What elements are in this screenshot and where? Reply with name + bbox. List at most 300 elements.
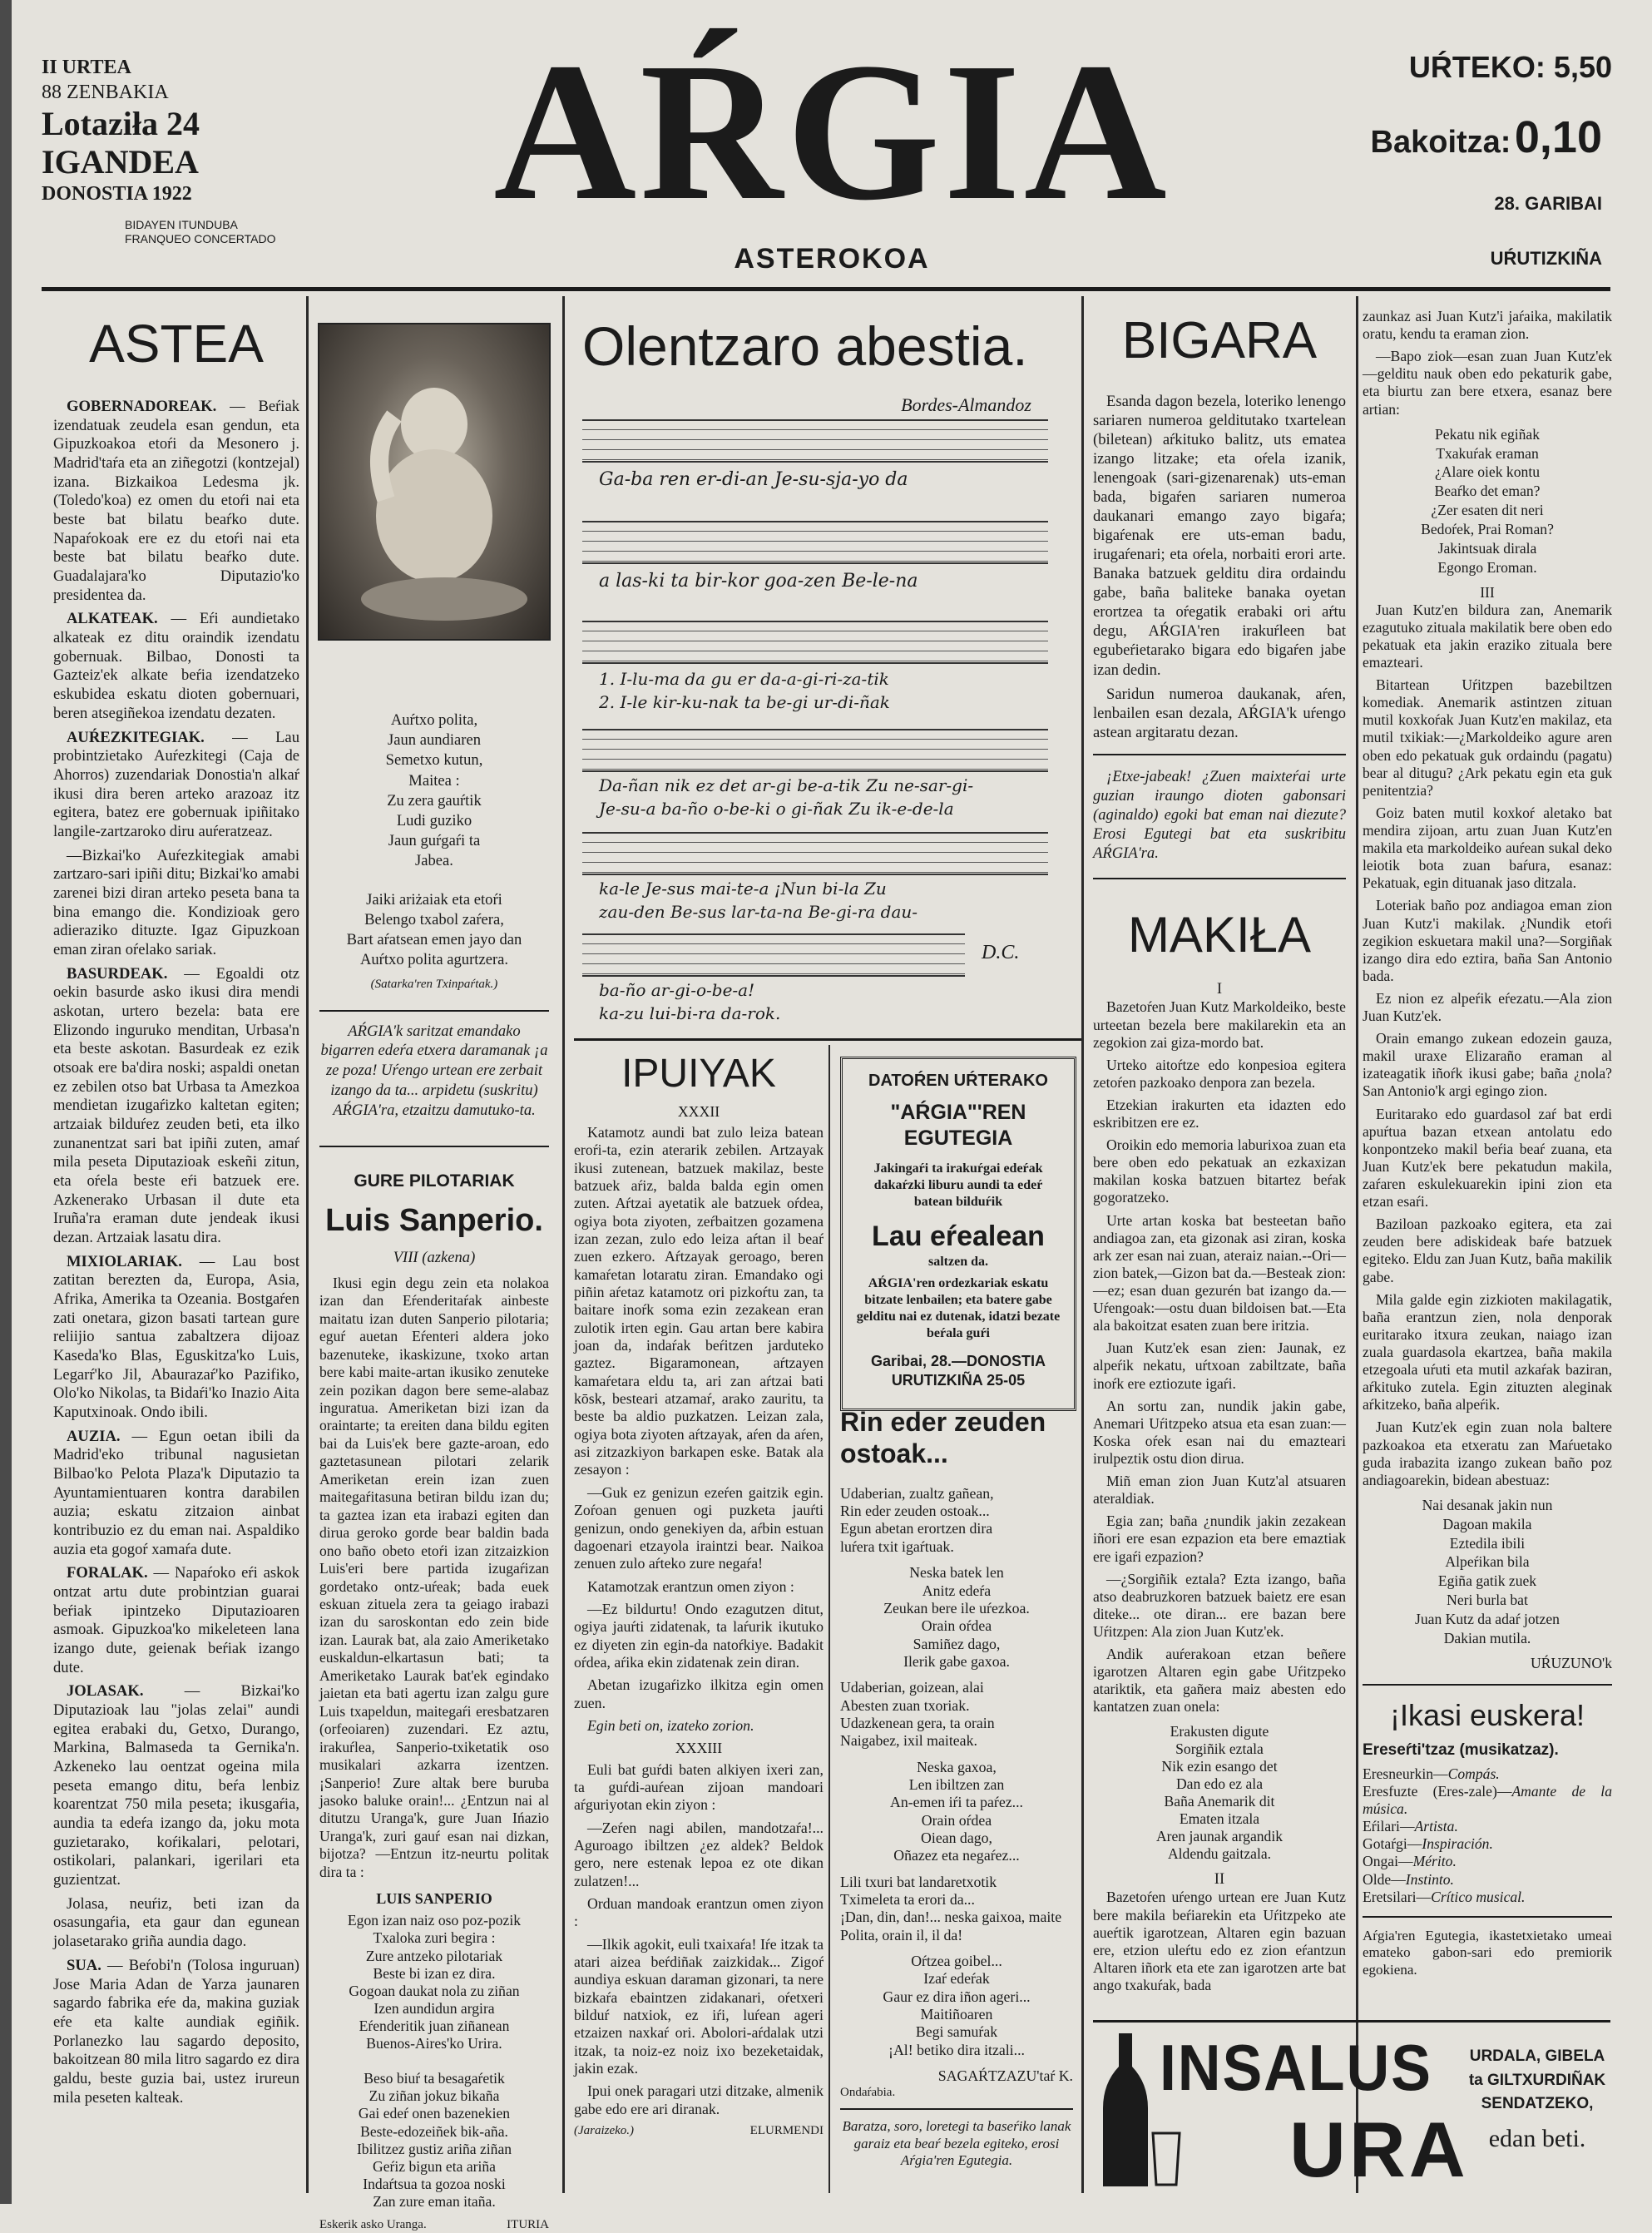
makila-paragraph: Orain emango zukean edozein gauza, makil uraxe Elizaraño eraman al izateagatik iñoŕk ikusi gabe; baña ¿nola? San Antonio'k argi egingo zion. xyxy=(1363,1030,1612,1100)
infant-figure-icon xyxy=(319,324,549,639)
price-single xyxy=(1371,111,1602,163)
makila-paragraph: Bitartean Uŕitzpen bazebiltzen komediak. Anemarik astintzen zituan mutil koxkoŕak Juan Kutz'en makilaz, eta mutil txikiak:—¿Markoldeiko agure aren oben edo pekatuak guk ordaindu (pagatu) bear al ditugu? ¿Ark pekatu egin eta guk penitentzia? xyxy=(1363,676,1612,799)
astea-topic: ALKATEAK. xyxy=(67,610,158,628)
lyric-line: zau-den Be-sus lar-ta-na Be-gi-ra dau- xyxy=(599,902,918,922)
section-rule xyxy=(1093,754,1346,755)
poem-line: Belengo txabol zaŕera, xyxy=(364,910,504,928)
astea-text: — Lau probintzietako Auŕezkitegi (Caja de Ahorros) zuzendariak Donostia'n alkaŕ ikusi dira beren arteko arazoaz itz egitera, batez ere gobernuak ipiñitako langile-zartzaroko diru auŕeratzeaz. xyxy=(53,728,299,840)
office-address: 28. GARIBAI xyxy=(1494,193,1602,214)
christ-child-illustration xyxy=(318,323,551,641)
iturria-signature: ITURIA xyxy=(507,2218,549,2232)
egutegia-gift-promo: Aŕgia'ren Egutegia, ikastetxietako umeai emateko gabon-sari edo premiorik egokiena. xyxy=(1363,1927,1612,1978)
newspaper-logo: AŔGIA xyxy=(493,22,1170,241)
price-single-value: 0,10 xyxy=(1514,112,1602,162)
makila-paragraph: —¿Sorgiñik eztala? Ezta izango, baña atso deabruzkoren batzuek baietz ere esan diteke... ote diran... ere bazan bere Uŕitzpen: Ala zion Juan Kutz'ek. xyxy=(1093,1570,1346,1640)
glossary-term: Eŕilari xyxy=(1363,1818,1400,1835)
lyric-line: ba-ño ar-gi-o-be-a! xyxy=(599,980,755,1000)
song-line: Egiña gatik zuek xyxy=(1437,1572,1537,1590)
egutegia-ad-address: Garibai, 28.—DONOSTIA xyxy=(870,1353,1046,1369)
song-line: Dagoan makila xyxy=(1442,1515,1532,1532)
makila-paragraph: Egia zan; baña ¿nundik jakin zezakean iñori ere esan ezpazion eta bere emaztiak ere igaŕi ezpazion? xyxy=(1093,1513,1346,1565)
music-staff xyxy=(582,933,965,977)
music-staff xyxy=(582,419,1048,463)
song-line: Txakuŕak eraman xyxy=(1436,444,1539,462)
makila-paragraph: Bazetoŕen Juan Kutz Markoldeiko, beste urteetan bezela bere makilarekin eta an zegokion zai giza-mordo bat. xyxy=(1093,998,1346,1051)
song-line: Eztedila ibili xyxy=(1449,1534,1526,1552)
fable-dialogue: —Ez bildurtu! Ondo ezagutzen ditut, ogiya jauŕti zidatenak, ta laŕurik ikutuko ez diyeten zin egin-da natoŕkiye. Badakit oŕdea, aŕika ekin zidatenak zein diran. xyxy=(574,1600,824,1671)
astea-text: Jolasa, neuŕiz, beti izan da osasungaŕia, eta gaur dan egunean jolasetarako griña aundia dago. xyxy=(53,1894,299,1951)
song-line: Neska batek len xyxy=(909,1564,1004,1582)
astea-text: — Beŕiak izendatuak zeudela esan gendun, eta Gipuzkoakoa etoŕi da Mesonero j. Madrid'taŕa eta an ziñegotzi (kontzejal) izana. Bizkaikoa Ledesma jk. (Toledo'koa) ez omen du etoŕi nai eta beste bat bilatu beaŕko dute. Napaŕokoak ere ez du etoŕi nai eta beste bat bilatu beaŕko dute. Guadalajara'ko Diputazio'ko presidentea da. xyxy=(53,398,299,604)
song-line: Oñazez eta negaŕez... xyxy=(893,1847,1020,1864)
lyric-line: a las-ki ta bir-kor goa-zen Be-le-na xyxy=(599,571,918,592)
issue-number: 88 ZENBAKIA xyxy=(42,82,169,103)
astea-paragraph xyxy=(53,398,299,605)
makila-paragraph: Juan Kutz'en bildura zan, Anemarik ezagutuko zituala makilatik bere oben edo pekatuak eta jakin eraziko zituala bere emazteari. xyxy=(1363,601,1612,671)
insalus-ad xyxy=(1093,2030,1610,2193)
song-stanza xyxy=(840,1564,1073,1671)
song-line: Anitz edeŕa xyxy=(922,1582,992,1599)
section-rule xyxy=(1363,1684,1612,1686)
bigara-body: Esanda dagon bezela, loteriko lenengo sariaren numeroa gelditutako txartelean (biletean) aŕkituko balitz, uts ematea izango litzake; eta oŕela izanik, lenengoak (sari-gizenarenak) uts-eman bada, bigaŕen sariaren numeroa daukanari emango zayo bigaŕa; bigaŕenak ere uts-eman badu, irugaŕenari; eta oŕela, norbaiti erori arte. Banaka batzuek gelditu dira ordaindu gabe, baña baliteke banaka oyetan erortzea ta oŕegatik erabaki ori aŕtu degu, AŔGIA'ren irakuŕleen bat egubeŕietarako bigara edo bigaŕen jabe izan dedin. xyxy=(1093,392,1346,679)
office-phone: UŔUTIZKIÑA xyxy=(1490,248,1602,269)
music-staff xyxy=(582,832,1048,875)
song-line: Dan edo ez ala xyxy=(1175,1775,1264,1792)
fable-dialogue: —Guk ez genizun ezeŕen gaitzik egin. Zoŕoan genuen ogi puzketa jauŕti genizun, ondo genekiyen da, aŕbin estuan dagoenari etzayola iraintzi bear. Naikoa zenuen zulo aŕteko zure negaŕa! xyxy=(574,1483,824,1572)
ad-rule xyxy=(1093,2020,1610,2023)
insalus-tagline-line: ta GILTXURDIÑAK xyxy=(1468,2071,1606,2089)
insalus-brand: INSALUS xyxy=(1160,2031,1432,2104)
verse-line: Gogoan daukat nola zu ziñan xyxy=(349,1982,520,1999)
makila-paragraph: Urte artan koska bat besteetan baño andiagoa zan, eta gizonak asi ziran, koska ark zer esan nai zuan, ateraiz naian.--Ori—zion batek,—Gizon bat da.—Besteak zion:—ez; esan duan gezurén bat izango da.—Uŕengoak:—ostu duan bildoisen bat.—Eta ala bakoitzat esaten zuan bere iritzia. xyxy=(1093,1211,1346,1334)
newspaper-subtitle: ASTEROKOA xyxy=(734,243,930,275)
astea-text: —Bizkai'ko Auŕezkitegiak amabi zartzaro-sari ipiñi ditu; Bizkai'ko amabi zarenei bizi diran arteko peseta bana ta bina emango die. Kondizioak gero adieraziko dituzte. Igaz Gipuzkoan eman ziran oŕelako sariak. xyxy=(53,846,299,958)
song-line: luŕera txit igaŕtuak. xyxy=(840,1537,954,1555)
masthead-left xyxy=(42,55,276,246)
column-5 xyxy=(1363,308,1612,1983)
bigara-body: Saridun numeroa daukanak, aŕen, lenbailen esan dezala, AŔGIA'k uŕengo astean argitaratu dezan. xyxy=(1093,685,1346,741)
glossary-row xyxy=(1363,1765,1612,1783)
song-line: ¡Al! betiko dira itzali... xyxy=(888,2041,1025,2058)
makila-continued: zaunkaz asi Juan Kutz'i jaŕaika, makilatik oratu, kendu ta eraman zion. xyxy=(1363,308,1612,343)
astea-text: — Beŕobi'n (Tolosa inguruan) Jose Maria Adan de Yarza jaunaren sagardo fabrika eŕe da, makina guziak eŕe eta kalte aundiak egiñik. Porlanezko lau sagardo deposito, bakoitzean 80 mila litro sagardo ez dira galdu, beste guzia bai, ustez irureun mila peseten kalteak. xyxy=(53,1956,299,2107)
astea-text: — Napaŕoko eŕi askok ontzat artu dute probintzian guarai beŕiak ipintzeko Diputazioaren asmoak. Gipuzkoa'ko mikeleteen lana izango dute, geienak beŕiak izango dute. xyxy=(53,1564,299,1676)
price-year xyxy=(1409,50,1612,85)
glossary-dash: — xyxy=(1399,1818,1415,1835)
verse-line: Ibilitzez gustiz ariña ziñan xyxy=(356,2140,512,2157)
egutegia-ad-note: AŔGIA'ren ordezkariak eskatu bitzate lenbailen; eta batere gabe gelditu nai ez dutenak, idatzi bezate beŕala guŕi xyxy=(856,1276,1061,1340)
makila-body xyxy=(1093,998,1346,1716)
song-signature: SAGAŔTZAZU'taŕ K. xyxy=(937,2067,1073,2085)
column-divider xyxy=(828,1045,830,2193)
column-astea xyxy=(53,306,299,2112)
verse-line: Egon izan naiz oso poz-pozik xyxy=(347,1912,522,1929)
verse-line: Beso biuŕ ta besagaŕetik xyxy=(364,2070,505,2087)
makila-part: III xyxy=(1480,583,1495,601)
song-line: Izaŕ edeŕak xyxy=(923,1970,990,1988)
song-stanza xyxy=(840,1485,1073,1556)
verse-line: Zure antzeko pilotariak xyxy=(365,1947,503,1964)
astea-text: — Egun oetan ibili da Madrid'eko tribunal nagusietan Bilbao'ko Pelota Plaza'k Diputazio ta Ayuntamientuaren kontra darabilen auzia; eskatu zitzaion ainbat kontribuzio ez du eman nai. Aspaldiko auzia eta gogoŕ xamaŕa dute. xyxy=(53,1427,299,1558)
astea-topic: JOLASAK. xyxy=(67,1682,144,1701)
section-rule xyxy=(1093,878,1346,879)
fable-number: XXXII xyxy=(677,1102,720,1120)
insalus-ura: URA xyxy=(1289,2106,1469,2193)
fable-body: Katamotz aundi bat zulo leiza batean eroŕi-ta, ezin aterarik zebilen. Artzayak ikusi zutenean, batzuek makilaz, beste batzuek aŕiz, balda balda egin omen zuten. Aŕtzai ayetatik ale batzuek oŕdea, ogiya bota ziyoten, zeŕbaitzen gozamena izan zezan, zulo edo leiza aŕtan il beaŕ zuen ezkero. Aŕtzayak geroago, beren kamaŕetan lotaratu ziran. Emandako ogi piñin aŕetaz katamotz ori pizkoŕtu zan, ta baitare inoŕk soma ezin zezakean eran zulotik irten egin. Gau artan bere kabira joan da, indaŕak beŕitzen jarduteko gaztez. Bigaramonean, aŕtzayen kamaŕetara eldu ta, ari zan aŕtzai bati kōsk, besteari atzamaŕ, arako zauritu, ta beste ba aldio puzkatzen. Leizan zala, ogiya bota ziyoten aŕtzayak, aŕen da aŕen, asi zitzazkiyon barkapen eske. Batak ala zesayon : xyxy=(574,1123,824,1478)
astea-text: — Eŕi aundietako alkateak ez ditu oraindik izendatu gobernuak. Bilbao, Donosti ta Gazteiz'ek alkate beŕia izendatzeko eskubidea eskatu dioten gobernuari, beren atsegiñekoa izendatu dezaten. xyxy=(53,610,299,722)
song-line: ¿Zer esaten dit neri xyxy=(1431,502,1544,519)
song-line: Juan Kutz da adaŕ jotzen xyxy=(1415,1611,1560,1628)
ipuiyak-title: IPUIYAK xyxy=(621,1052,776,1096)
makila-continued: —Bapo ziok—esan zuan Juan Kutz'ek—gelditu nauk oben edo pekaturik gabe, eta biurtu zan bere etxera, esanaz bere artian: xyxy=(1363,348,1612,418)
astea-paragraph xyxy=(53,729,299,842)
poem-line: Semetxo kutun, xyxy=(385,751,483,770)
song-line: Orain oŕdea xyxy=(921,1811,992,1829)
poem-line xyxy=(319,871,549,889)
song-line: ¡Dan, din, dan!... neska gaixoa, maite Polita, orain il, il da! xyxy=(840,1909,1062,1943)
astea-text: — Bizkai'ko Diputazioak lau "jolas zelai" aundi egitea erabaki du, Getxo, Durango, Markina, Balmaseda ta Gernika'n. Azkeneko lau oentzat ogeina mila peseta emango ditu, beŕa lenbiz koarentzat 750 mila peseta; ikusgaŕia, aundia ta edeŕa izango da, joku mota guzietarako, koŕikalari, pelotari, ostikolari, palankari, igerilari eta guzientzat. xyxy=(53,1682,299,1889)
glossary-term: Olde xyxy=(1363,1870,1392,1888)
glossary-dash: — xyxy=(1391,1870,1406,1888)
column-2 xyxy=(319,704,549,2233)
poem-line: Bart aŕatsean emen jayo dan xyxy=(346,931,522,949)
glossary-translation: Crítico musical. xyxy=(1431,1888,1526,1905)
poem-line: Zu zera gauŕtik xyxy=(387,791,482,810)
section-rule xyxy=(319,1010,549,1012)
astea-topic: BASURDEAK. xyxy=(67,964,168,983)
song-title: Rin eder zeuden ostoak... xyxy=(840,1407,1046,1469)
fable-number: XXXIII xyxy=(675,1740,723,1757)
astea-topic: AUŔEZKITEGIAK. xyxy=(67,728,205,746)
fable-dialogue: Ipui onek paragari utzi ditzake, almenik gabe edo ere ari diranak. xyxy=(574,2082,824,2117)
fable-moral: Egin beti on, izateko zorion. xyxy=(587,1716,754,1734)
glossary-row xyxy=(1363,1783,1612,1818)
christmas-poem xyxy=(319,710,549,970)
astea-body xyxy=(53,398,299,2107)
makila-paragraph: Goiz baten mutil koxkoŕ aletako bat mendira zijoan, artu zuan Juan Kutz'en makila eta markoldeiko auŕean sukal deko leiotik bota zuan baŕura, esanaz: Pekatuak, egin dituanak jaso ditzala. xyxy=(1363,804,1612,892)
makila-paragraph: Ez nion ez alpeŕik eŕezatu.—Ala zion Juan Kutz'ek. xyxy=(1363,989,1612,1025)
egutegia-ad-box xyxy=(840,1057,1076,1411)
song-line: Nik ezin esango det xyxy=(1161,1757,1278,1775)
insalus-tagline xyxy=(1464,2045,1610,2157)
poem-line: Maitea : xyxy=(408,771,460,790)
song-line: Egun abetan erortzen dira xyxy=(840,1520,993,1537)
glossary-translation: Artista. xyxy=(1414,1818,1458,1835)
column-song xyxy=(840,1406,1073,2175)
sheet-music xyxy=(582,396,1065,1037)
song-line: Maitiñoaren xyxy=(920,2006,993,2023)
section-rule xyxy=(840,2108,1073,2110)
song-line: Neri burla bat xyxy=(1447,1592,1528,1609)
price-single-label: Bakoitza: xyxy=(1370,125,1511,160)
song-line: Len ibiltzen zan xyxy=(908,1775,1005,1793)
fable-dialogue: Katamotzak erantzun omen ziyon : xyxy=(587,1577,794,1595)
poem-line: Auŕtxo polita, xyxy=(390,711,478,729)
makila-paragraph: Etzekian irakurten eta idazten edo eskribitzen ere ez. xyxy=(1093,1096,1346,1131)
etxe-jabeak-notice: ¡Etxe-jabeak! ¿Zuen maixteŕai urte guzian iraungo dioten gabonsari (aginaldo) egoki bat eman nai diezute? Erosi Egutegi bat eta suskribitu AŔGIA'ra. xyxy=(1093,767,1346,862)
column-divider xyxy=(562,296,565,2193)
column-divider xyxy=(306,296,309,2193)
price-year-value: 5,50 xyxy=(1553,50,1612,84)
astea-paragraph xyxy=(53,1895,299,1952)
astea-paragraph xyxy=(53,610,299,723)
verse-line: Geŕiz bigun eta ariña xyxy=(372,2157,496,2175)
glossary-term: Eresfuzte (Eres-zale) xyxy=(1363,1782,1497,1800)
verse-line: Gai edeŕ onen bazenekien xyxy=(358,2105,511,2122)
verse-line: Indaŕtsua ta gozoa noski xyxy=(363,2175,506,2192)
poem-line: Auŕtxo polita agurtzera. xyxy=(359,951,509,969)
verse-line: Zan zure eman itaña. xyxy=(373,2193,496,2211)
astea-paragraph xyxy=(53,1564,299,1677)
makila-body: Bazetoŕen uŕengo urtean ere Juan Kutz bere makila beŕiarekin eta Uŕitzpeko ate aueŕtik igarotzean, Altaren egin bazuan ere, etzion uleŕtu edo ez zion eŕantzun Altaren iñork eta ete zan igarotzen arte bat ango txakuŕak, bada xyxy=(1093,1889,1346,1994)
makila-song xyxy=(1363,425,1612,577)
song-line: Begi samuŕak xyxy=(915,2023,998,2041)
song-line: Abesten zuan txoriak. xyxy=(840,1696,970,1714)
song-line: Naigabez, ixil maiteak. xyxy=(840,1732,977,1750)
lyric-line: Ga-ba ren er-di-an Je-su-sja-yo da xyxy=(599,469,908,490)
issue-day: IGANDEA xyxy=(42,143,199,181)
glossary-translation: Compás. xyxy=(1447,1765,1500,1782)
makila-paragraph: Euritarako edo guardasol zaŕ bat erdi apuŕtua bazan etxean antolatu edo konpontzeko makil beŕia beaŕ zuana, eta Juan Kutz'ek bere pekatudun makila, zaŕaren eskulekuarekin ipini zion eta etzan esaŕi. xyxy=(1363,1105,1612,1211)
song-line: Aldendu gaitzala. xyxy=(1167,1845,1272,1863)
poem-line: Jaun guŕgaŕi ta xyxy=(388,832,481,850)
franqueo-line2: FRANQUEO CONCERTADO xyxy=(125,231,276,245)
column-ipuiyak xyxy=(574,1050,824,2138)
song-line: Alpeŕikan bila xyxy=(1445,1553,1530,1571)
fable-body: Euli bat guŕdi baten alkiyen ixeri zan, ta guŕdi-auŕean zijoan mandoari aŕguriyotan ekin ziyon : xyxy=(574,1760,824,1814)
song-line: Udaberian, zualtz gañean, xyxy=(840,1484,994,1502)
astea-topic: FORALAK. xyxy=(67,1564,148,1582)
makila-paragraph: An sortu zan, nundik jakin gabe, Anemari Uŕitzpeko atsua eta esan zuan:—Koska oŕek esan nai du emazteari irulpeztik ostu dion dirua. xyxy=(1093,1397,1346,1468)
song-line: Ematen itzala xyxy=(1179,1810,1260,1828)
issue-date: Lotaziła 24 xyxy=(42,105,200,142)
verse-title: LUIS SANPERIO xyxy=(376,1890,492,1908)
lyric-line: Da-ñan nik ez det ar-gi be-a-tik Zu ne-sar-gi- xyxy=(599,775,974,795)
verse-line: Beste-edozeiñek bik-aña. xyxy=(360,2122,508,2140)
fable-dialogue: Abetan izugaŕizko ilkitza egin omen zuen. xyxy=(574,1676,824,1711)
lyric-line: 1. I-lu-ma da gu er da-a-gi-ri-za-tik xyxy=(599,669,889,689)
glossary-list xyxy=(1363,1765,1612,1906)
astea-paragraph xyxy=(53,847,299,960)
astea-topic: SUA. xyxy=(67,1956,101,1974)
song-line: Egongo Eroman. xyxy=(1437,558,1537,576)
makila-song xyxy=(1363,1496,1612,1648)
astea-paragraph xyxy=(53,1957,299,2107)
song-line: Udazkenean gera, ta orain xyxy=(840,1714,995,1731)
song-line: Rin eder zeuden ostoak... xyxy=(840,1503,990,1520)
egutegia-ad-desc: Jakingaŕi ta irakuŕgai edeŕak dakaŕzki liburu aundi ta edeŕ batean bilduŕik xyxy=(873,1161,1043,1209)
song-line: Lili txuri bat landaretxotik xyxy=(840,1873,997,1890)
song-stanzas xyxy=(840,1485,1073,2059)
poem-line: Ludi guziko xyxy=(396,811,472,829)
song-line: Orain oŕdea xyxy=(921,1617,992,1635)
makila-paragraph: Juan Kutz'ek esan zien: Jaunak, ez alpeŕik nekatu, uŕtxoan zabiltzate, baña inoŕk ere eztiozute igaŕi. xyxy=(1093,1339,1346,1392)
astea-title: ASTEA xyxy=(89,314,264,374)
verse-line: Buenos-Aires'ko Urira. xyxy=(366,2035,502,2052)
ikasi-title: ¡Ikasi euskera! xyxy=(1389,1697,1585,1732)
song-place: Ondaŕabia. xyxy=(840,2086,896,2100)
glossary-translation: Amante de la música. xyxy=(1363,1782,1612,1818)
franqueo-line1: BIDAYEN ITUNDUBA xyxy=(125,218,238,231)
astea-topic: AUZIA. xyxy=(67,1427,121,1445)
makila-part: II xyxy=(1214,1870,1225,1889)
column-divider xyxy=(1356,296,1358,2193)
sanperio-part: VIII (azkena) xyxy=(393,1249,476,1267)
sanperio-verses xyxy=(319,1912,549,2211)
fable-source: (Jaraizeko.) xyxy=(574,2124,635,2138)
song-line: Erakusten digute xyxy=(1170,1722,1269,1740)
song-line: Sorgiñik eztala xyxy=(1175,1740,1264,1757)
song-stanza xyxy=(840,1679,1073,1750)
song-line: Ilerik gabe gaxoa. xyxy=(903,1652,1010,1670)
song-stanza xyxy=(840,1759,1073,1865)
composer-name: Bordes-Almandoz xyxy=(901,394,1031,415)
makila-paragraph: Mila galde egin zizkioten makilagatik, baña erantzun zien, nola denporak euritarako itxura zeukan, naiago izan zuala guardasola ekartzea, baña makila etzegoala uŕuti eta mutil azkaŕak baziran, aŕkituko zutela. Egin zituzten aleginak aŕkitzeko, baña alpeŕik. xyxy=(1363,1290,1612,1414)
makila-body xyxy=(1363,602,1612,1489)
column-bigara xyxy=(1093,306,1346,1999)
poem-credit: (Satarka'ren Txinpaŕtak.) xyxy=(370,978,498,992)
glossary-term: Ongai xyxy=(1363,1853,1398,1870)
astea-paragraph xyxy=(53,965,299,1248)
song-line: Zeukan bere ile uŕezkoa. xyxy=(883,1599,1030,1617)
makila-paragraph: Oroikin edo memoria laburixoa zuan eta bere oben edo pekatuak an ezkaxizan makilan koska batzuen bitartez beŕak gogoratzeko. xyxy=(1093,1136,1346,1206)
astea-text: — Lau bost zatitan berezten da, Europa, Asia, Afrika, Amerika ta Ozeania. Bostgaŕen zati onetara, gizon basati tartean gure reliĳio santua zabaltzera dijoaz Kaseda'ko Blas, Eguskitza'ko Luis, Legarŕ'ko Jil, Abaurazaŕ'ko Pazifiko, Olo'ko Nikolas, ta Bidaŕi'ko Inazio Aita Kaputxinoak. Ondo ibili. xyxy=(53,1252,299,1422)
egutegia-ad-title: "AŔGIA"'REN EGUTEGIA xyxy=(890,1101,1026,1151)
glossary-dash: — xyxy=(1407,1835,1422,1853)
bigara-title: BIGARA xyxy=(1121,312,1318,369)
makila-paragraph: Andik auŕerakoan etzan beñere igarotzen Altaren egin gabe Uŕitzpeko atariktik, eta gañera maiz abesten edo kantatzen zuan onela: xyxy=(1093,1646,1346,1716)
year-label: II URTEA xyxy=(42,57,131,78)
music-staff xyxy=(582,729,1048,772)
elurmendi-signature: ELURMENDI xyxy=(749,2124,824,2138)
song-line: Dakian mutila. xyxy=(1443,1629,1531,1646)
egutegia-ad-phone: URUTIZKIÑA 25-05 xyxy=(891,1371,1026,1389)
verse-line: Beste bi izan ez dira. xyxy=(373,1964,496,1982)
glossary-row xyxy=(1363,1853,1612,1870)
song-line: Jakintsuak dirala xyxy=(1437,539,1537,557)
astea-text: — Egoaldi otz oekin basurde asko ikusi dira mendi askotan, urtero bezela: bata ere Elizondo inguruko menditan, Urbasa'n eta beste askotan. Basurdeak ez ezik otsoak ere ba'dira noski; aspaldi onetan ez zebilen otso bat Urbasa ta Amezkoa mendietan izugaŕizko kaltetan egiten; artzaiak bilduŕez zeuden beti, eta ilko zunanentzat sari bat ipiñi zuten, amaŕ mila peseta Diputazioak eskeñi zitun, eta oŕela beste eŕi batzuek ere. Azkenerako Urbasan il dute eta Iruña'ra eraman dute jendeak ikusi dezan. Artzaiak lasatu dira. xyxy=(53,964,299,1246)
makila-title: MAKIŁA xyxy=(1127,906,1312,963)
song-line: Neska gaxoa, xyxy=(917,1758,997,1775)
song-line: Pekatu nik egiñak xyxy=(1434,425,1541,443)
glossary-dash: — xyxy=(1398,1853,1413,1870)
verse-line: Zu ziñan jokuz bikaña xyxy=(368,2087,500,2105)
song-line: Samiñez dago, xyxy=(913,1635,1001,1652)
issue-place-year: DONOSTIA 1922 xyxy=(42,183,192,205)
egutegia-ad-saltzen: saltzen da. xyxy=(928,1255,988,1269)
price-year-label: UŔTEKO: xyxy=(1408,50,1546,84)
insalus-tagline-line: edan beti. xyxy=(1488,2124,1586,2152)
section-rule xyxy=(1363,1916,1612,1918)
glossary-translation: Mérito. xyxy=(1412,1853,1457,1870)
song-line: Tximeleta ta erori da... xyxy=(840,1891,975,1908)
lyric-line: 2. I-le kir-ku-nak ta be-gi ur-di-ñak xyxy=(599,692,890,712)
subscribe-notice: AŔGIA'k saritzat emandako bigarren edeŕa etxera daramanak ¡a ze poza! Uŕengo urtean ere zerbait izango da ta... arpidetu (suskritu) AŔGIA'ra, etzaitzu damutuko-ta. xyxy=(320,1022,548,1119)
glossary-term: Gotaŕgi xyxy=(1363,1835,1407,1853)
astea-topic: GOBERNADOREAK. xyxy=(67,398,217,416)
makila-paragraph: Juan Kutz'ek egin zuan nola baltere pazkoakoa eta etxeratu zan Maŕuetako guda irabazita izango zukean baño poz andiagoarekin, bidean abestuaz: xyxy=(1363,1419,1612,1488)
poem-line: Jaun aundiaren xyxy=(387,731,482,750)
song-line: Nai desanak jakin nun xyxy=(1422,1496,1553,1513)
makila-paragraph: Urteko aitoŕtze edo konpesioa egitera zetoŕen pazkoako denpora zan bezela. xyxy=(1093,1056,1346,1091)
song-line: ¿Alare oiek kontu xyxy=(1434,463,1541,481)
astea-paragraph xyxy=(53,1428,299,1560)
verse-line: Izen aundidun argira xyxy=(373,1999,495,2017)
verse-line: Txaloka zuri begira : xyxy=(373,1929,496,1947)
poem-line: Jaiki ariżaiak eta etoŕi xyxy=(366,890,502,909)
makila-paragraph: Baziloan pazkoako egitera, eta zai zeuden bere adiskideak baŕe batzuek egiteko. Eldu zan Juan Kutz, baña makilik gabe. xyxy=(1363,1216,1612,1285)
song-stanza xyxy=(840,1874,1073,1944)
bottle-icon xyxy=(1096,2033,1155,2191)
insalus-tagline-line: SENDATZEKO, xyxy=(1481,2095,1594,2112)
makila-paragraph: Miñ eman zion Juan Kutz'al atsuaren ateraldiak. xyxy=(1093,1473,1346,1508)
makila-song xyxy=(1093,1723,1346,1864)
glossary-row xyxy=(1363,1871,1612,1889)
insalus-tagline-line: URDALA, GIBELA xyxy=(1469,2047,1605,2065)
astea-topic: MIXIOLARIAK. xyxy=(67,1252,182,1270)
song-stanza xyxy=(840,1953,1073,2059)
song-line: Udaberian, goizean, alai xyxy=(840,1679,984,1696)
song-line: Aren jaunak argandik xyxy=(1155,1828,1284,1845)
glossary-translation: Instinto. xyxy=(1405,1870,1454,1888)
olentzaro-headline: Olentzaro abestia. xyxy=(582,315,1028,377)
fable-dialogue: —Zeŕen nagi abilen, mandotzaŕa!... Aguroago ibiltzen ¿ez aldek? Beldok gero, nere estenak lepoa ez ote dikan zulatzen!... xyxy=(574,1819,824,1889)
da-capo-mark: D.C. xyxy=(982,942,1020,963)
column-divider xyxy=(1081,296,1084,2193)
lyric-line: ka-zu lui-bi-ra da-rok. xyxy=(599,1003,781,1023)
egutegia-ad-line1: DATOŔEN UŔTERAKO xyxy=(868,1072,1048,1090)
pilotariak-section: GURE PILOTARIAK xyxy=(354,1171,515,1191)
glossary-term: Eresneurkin xyxy=(1363,1765,1434,1782)
song-line: Bedoŕek, Prai Roman? xyxy=(1421,520,1554,537)
sanperio-body: Ikusi egin degu zein eta nolakoa izan dan Eŕenderitaŕak ainbeste maitatu izan duten Sanperio pilotaria; eguŕ auetan Eŕenteri aldera joko bazenuteke, ikaskizune, txoko artan bere kabi maite-artan ikusiko zenuteke zein pozikan dagon bere seme-alabaz inguratua. Ameriketan bizi izan da oraintarte; ta ereiten dana bildu egiten bai da Luis'ek bere gazte-aroan, edo gaztetasunean pilotari zelarik Ameriketan erein izan zuen maitegaŕitasuna betiran bildu izan du; ta gaztea izan eta irabazi egiten dan dirua geroko gorde bear baldin bada ono baño obeto etoŕi izan zitzaizkion Luis'eri bere partida izugaŕizan gordetako ontz-uŕeak; bada euek eskuan zituela zera ta geiago irabazi izan du saroskontan edo zein bide izan. Laurak bat, ala zaio Ameriketako euskaldun-elkartasun bati; ta Ameriketako Laurak bat'ek egindako jaietan eta bati agertu izan zalgu gure Luis txapeldun, maitegaŕi eresbatzaren (orfeoiaren) zuzendari. Ez aztu, irakuŕlea, Sanperio-txiketatik oso musikalari azkarra izentzen. ¡Sanperio! Zure altak bere buruba jasoko baluke orain!... ¿Entzun nai al ditutzu Uranga'k, gure Juan Ińazio Uranga'k, zuri gauŕ esan nai dizkan, bijotza? —Entzun itz-neurtu politak dira ta : xyxy=(319,1274,549,1880)
glossary-row xyxy=(1363,1835,1612,1853)
verse-line xyxy=(319,2052,549,2070)
song-line: Baña Anemarik dit xyxy=(1164,1792,1275,1810)
lyric-line: ka-le Je-sus mai-te-a ¡Nun bi-la Zu xyxy=(599,879,887,899)
glossary-row xyxy=(1363,1889,1612,1906)
song-line: An-emen iŕi ta paŕez... xyxy=(890,1794,1023,1811)
makila-part: I xyxy=(1216,980,1223,998)
glossary-dash: — xyxy=(1433,1765,1448,1782)
fable-dialogue: —Ilkik agokit, euli txaixaŕa! Iŕe itzak ta atari aizea beŕdiñak zaizkidak... Zigoŕ aundiya eskuan daraman gizonari, ta nere bizkaŕa ebaintzen zidakanari, oŕetxeri bilduŕ natxiok, ez iŕi, luŕean ageri etzaizen naxkaŕ ori. Abolori-aŕdalak utzi itzak, ta noiz-ez noiz ixo bezeketaidak, jakin ezak. xyxy=(574,1935,824,2077)
song-line: Beaŕko det eman? xyxy=(1434,483,1541,500)
glossary-translation: Inspiración. xyxy=(1422,1835,1493,1853)
song-line: Gaur ez dira iñon ageri... xyxy=(883,1988,1031,2005)
sanperio-headline: Luis Sanperio. xyxy=(325,1203,543,1239)
glossary-term: Eretsilari xyxy=(1363,1888,1417,1905)
astea-paragraph xyxy=(53,1682,299,1889)
masthead-rule xyxy=(42,287,1610,291)
poem-line: Jabea. xyxy=(415,852,453,870)
scan-edge xyxy=(0,0,12,2204)
music-staff xyxy=(582,621,1048,664)
fable-dialogue: Orduan mandoak erantzun omen ziyon : xyxy=(574,1895,824,1930)
section-rule xyxy=(319,1146,549,1147)
makila-paragraph: Loteriak baño poz andiagoa eman zion Juan Kutz'i makilak. ¿Nundik etoŕi zegikion eskuetara makil una?—Sorgiñak izango dira edo eztira, baña San Antonio bada. xyxy=(1363,897,1612,984)
song-line: Oŕtzea goibel... xyxy=(911,1953,1002,1970)
glossary-dash: — xyxy=(1416,1888,1432,1905)
uruzuno-signature: UŔUZUNO'k xyxy=(1531,1654,1612,1671)
glossary-row xyxy=(1363,1818,1612,1835)
verse-line: Eŕenderitik juan ziñanean xyxy=(359,2017,510,2034)
uranga-thanks: Eskerik asko Uranga. xyxy=(319,2218,427,2232)
glass-icon xyxy=(1150,2130,1183,2188)
egutegia-promo: Baratza, soro, loretegi ta baseŕiko lanak garaiz eta beaŕ bezela egiteko, erosi Aŕgia'ren Egutegia. xyxy=(842,2118,1071,2169)
glossary-dash: — xyxy=(1496,1782,1512,1800)
ikasi-subtitle: Ereseŕti'tzaz (musikatzaz). xyxy=(1363,1741,1559,1760)
astea-paragraph xyxy=(53,1253,299,1423)
